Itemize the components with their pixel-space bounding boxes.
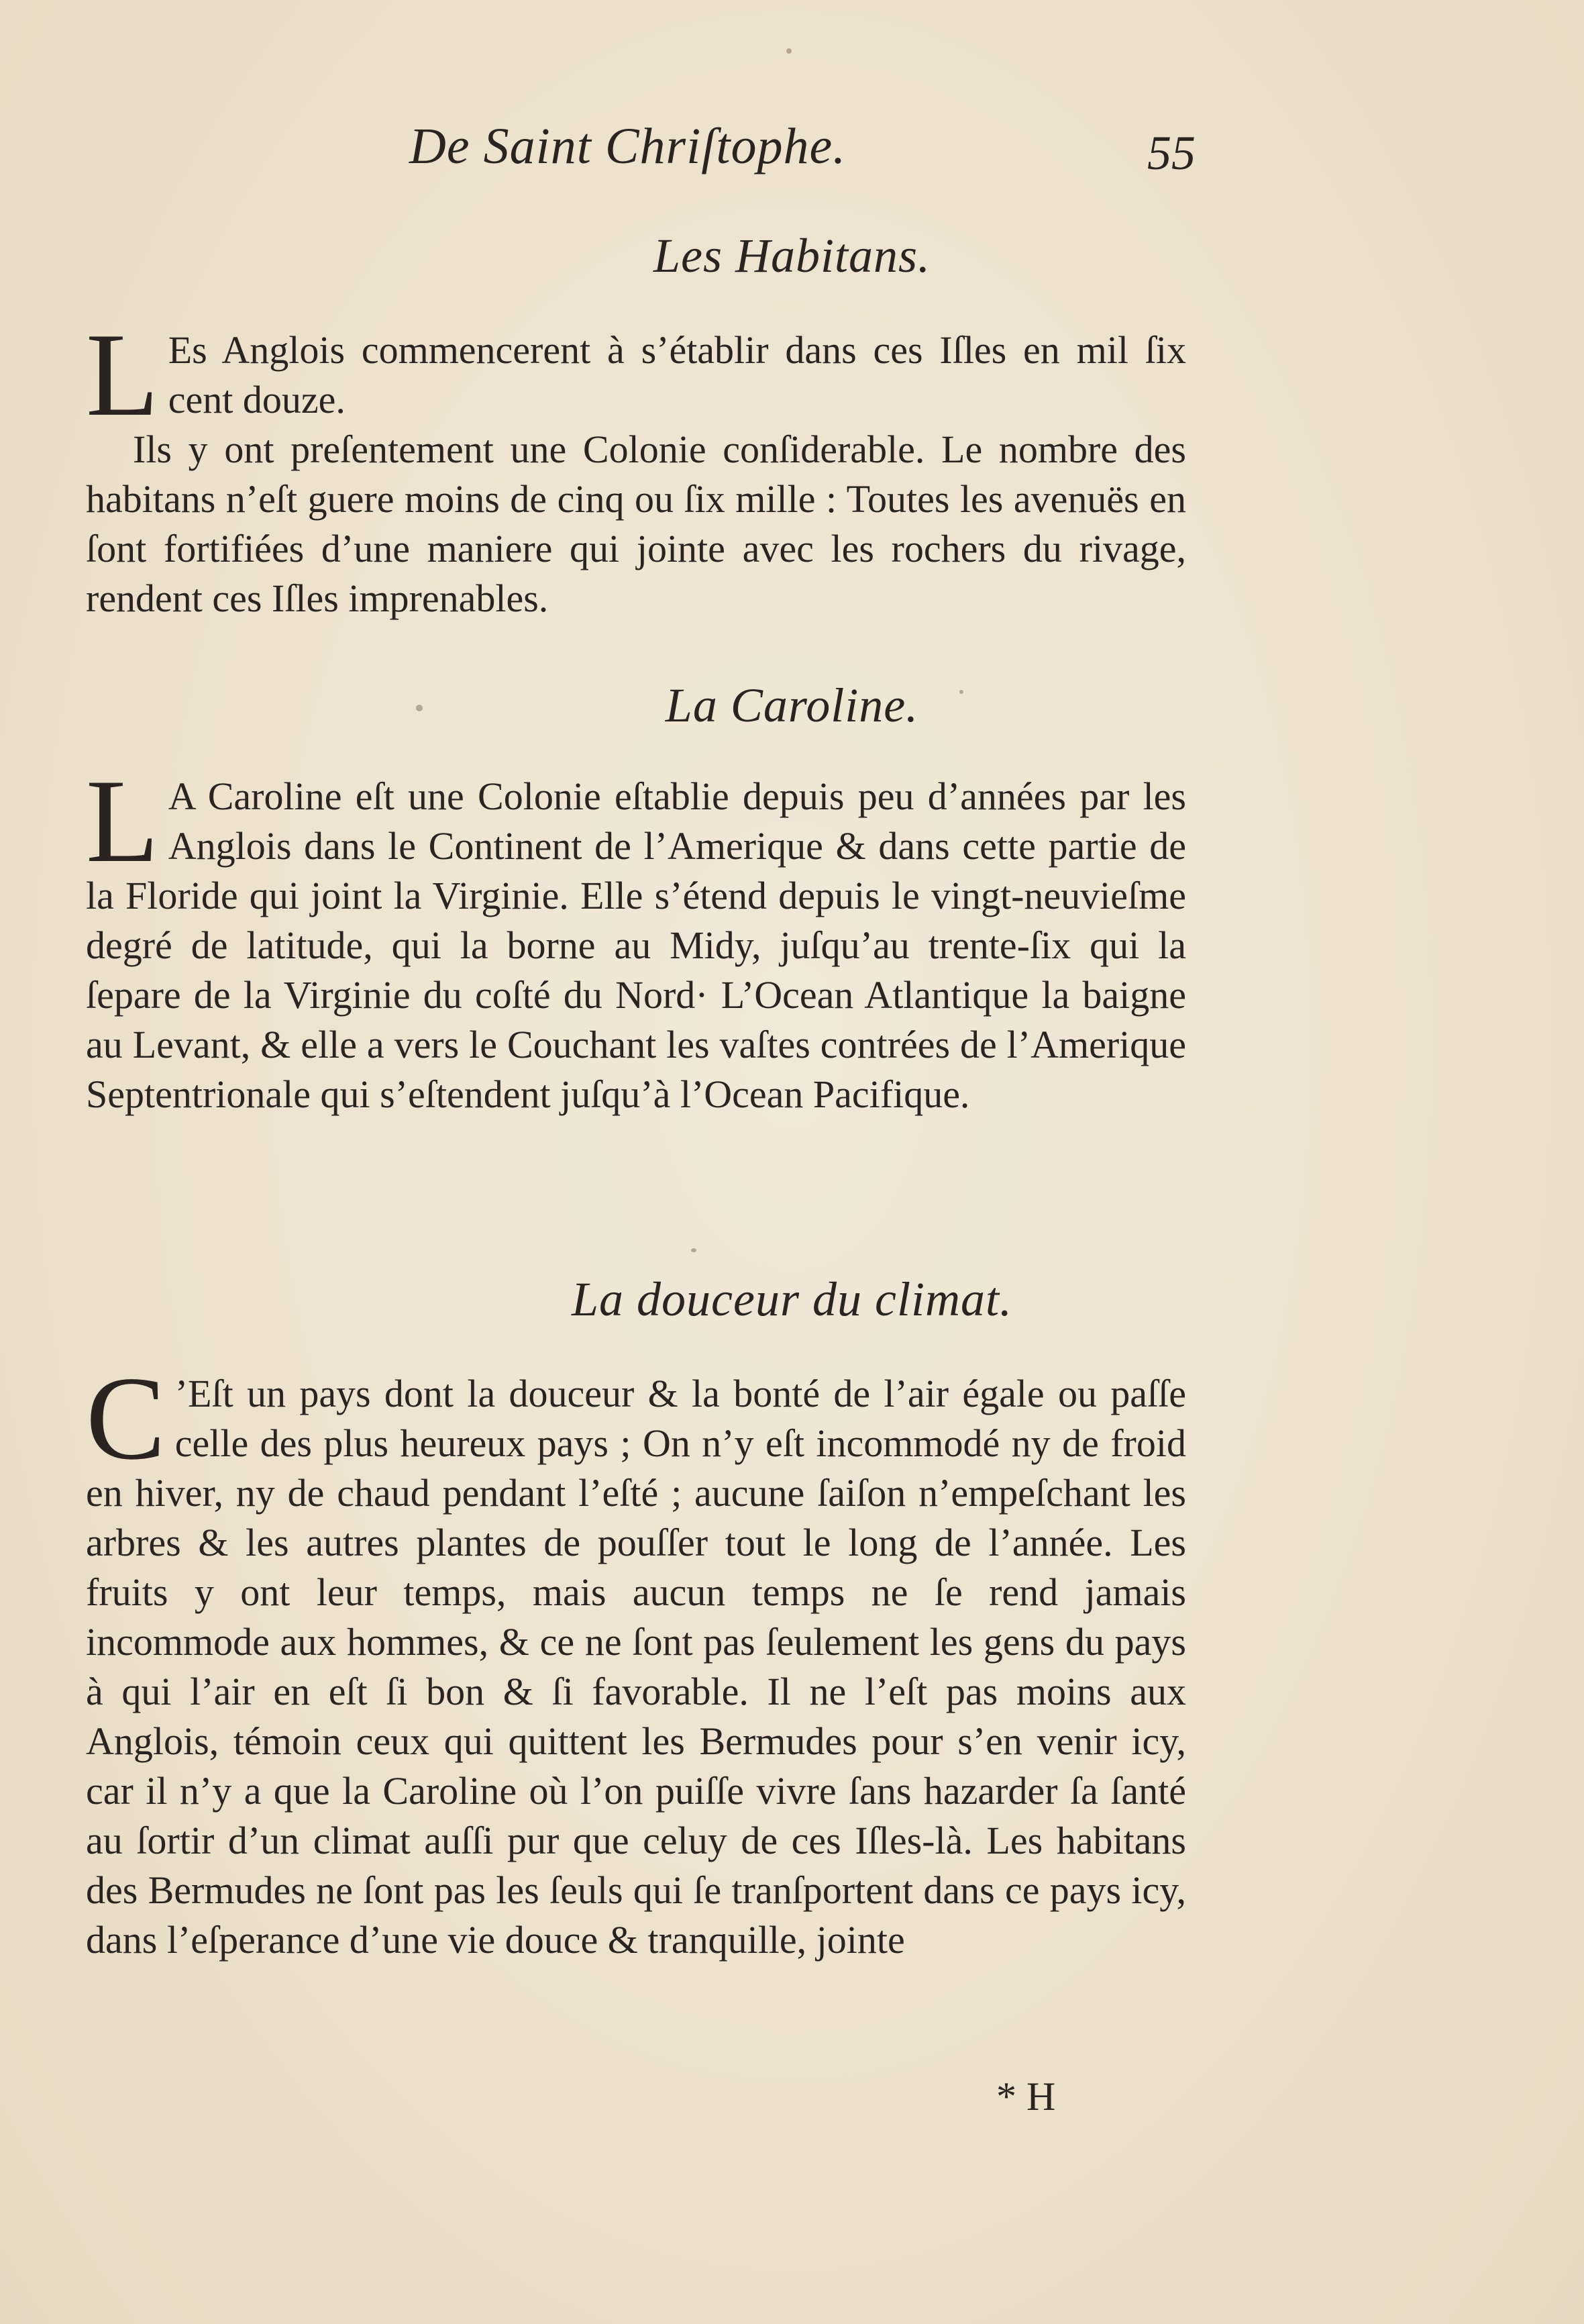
paper-speck [959,690,963,694]
paper-speck [416,705,423,711]
paragraph-text: Ils y ont preſentement une Colonie conſiderable. Le nombre des habitans n’eſt guere moins de cinq ou ſix mille : Toutes les avenuës en ſont fortifiées d’une maniere qui jointe avec les rochers du rivage, rendent ces Iſles imprenables. [86,427,1186,620]
dropcap-l: L [86,308,159,441]
section-body-habitans [86,308,1186,623]
section-body-caroline [86,754,1186,1119]
catchword: * H [996,2074,1056,2119]
page-number: 55 [1147,126,1196,180]
paragraph-text: ’Eſt un pays dont la douceur & la bonté de l’air égale ou paſſe celle des plus heureux pays ; On n’y eſt incommodé ny de froid en hiver, ny de chaud pendant l’eſté ; aucune ſaiſon n’empeſchant les arbres & les autres plantes de pouſſer tout le long de l’année. Les fruits y ont leur temps, mais aucun temps ne ſe rend jamais incommode aux hommes, & ce ne ſont pas ſeulement les gens du pays à qui l’air en eſt ſi bon & ſi favorable. Il ne l’eſt pas moins aux Anglois, témoin ceux qui quittent les Bermudes pour s’en venir icy, car il n’y a que la Caroline où l’on puiſſe vivre ſans hazarder ſa ſanté au ſortir d’un climat auſſi pur que celuy de ces Iſles-là. Les habitans des Bermudes ne ſont pas les ſeuls qui ſe tranſportent dans ce pays icy, dans l’eſperance d’une vie douce & tranquille, jointe [86,1372,1186,1962]
section-body-climat [86,1352,1186,1965]
paragraph-text: A Caroline eſt une Colonie eſtablie depuis peu d’années par les Anglois dans le Continent de l’Amerique & dans cette partie de la Floride qui joint la Virginie. Elle s’étend depuis le vingt-neuvieſme degré de latitude, qui la borne au Midy, juſqu’au trente-ſix qui la ſepare de la Virginie du coſté du Nord· L’Ocean Atlantique la baigne au Levant, & elle a vers le Couchant les vaſtes contrées de l’Amerique Septentrionale qui s’eſtendent juſqu’à l’Ocean Pacifique. [86,774,1186,1116]
section-heading-climat: La douceur du climat. [572,1272,1012,1326]
paragraph-text: Es Anglois commencerent à s’établir dans ces Iſles en mil ſix cent douze. [168,328,1186,421]
paper-speck [691,1248,696,1252]
section-heading-habitans: Les Habitans. [653,229,931,283]
running-head [0,117,1584,178]
section-heading-caroline: La Caroline. [665,678,919,732]
paper-speck [786,48,792,54]
dropcap-c: C [86,1352,166,1484]
running-title: De Saint Chriſtophe. [409,118,847,174]
dropcap-l: L [86,754,159,887]
